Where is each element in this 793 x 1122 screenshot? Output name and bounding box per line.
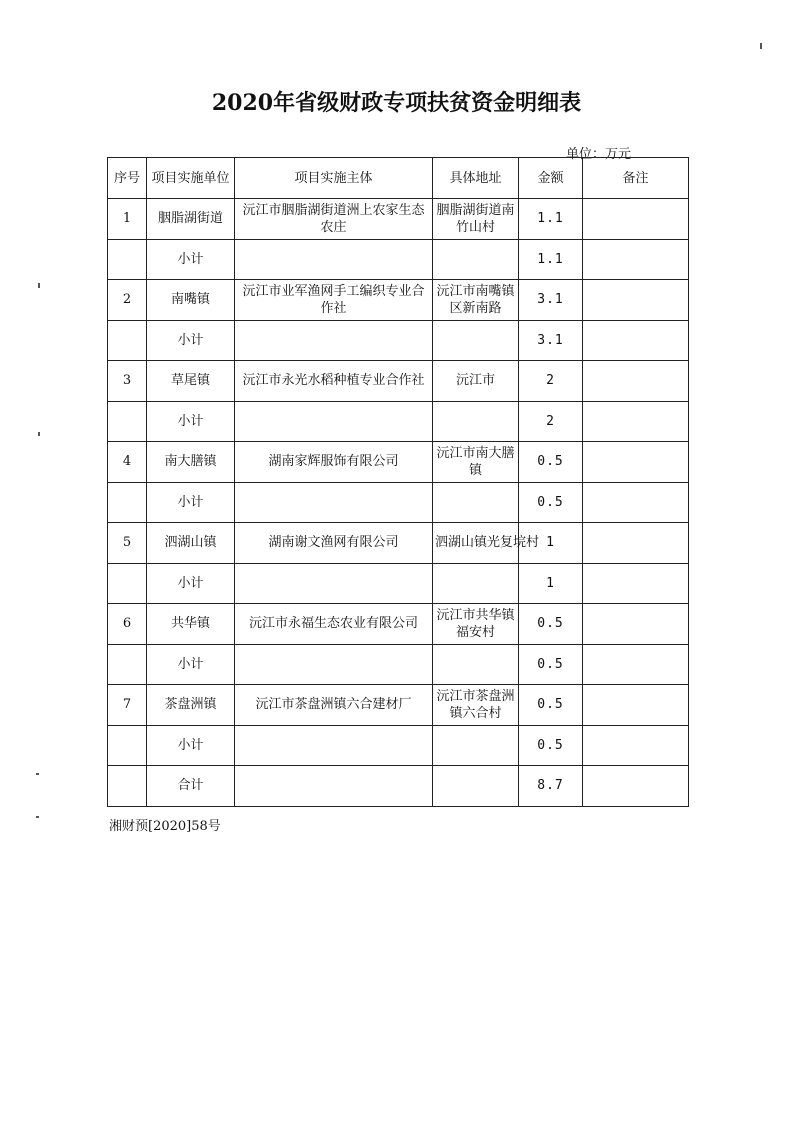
seq-cell: 3 — [108, 361, 147, 402]
unit-cell: 小计 — [147, 239, 235, 280]
note-cell — [583, 442, 689, 483]
seq-cell: 4 — [108, 442, 147, 483]
seq-cell — [108, 482, 147, 523]
subject-cell — [235, 563, 433, 604]
subject-cell — [235, 401, 433, 442]
note-cell — [583, 604, 689, 645]
subject-cell — [235, 766, 433, 807]
address-cell: 沅江市南大膳镇 — [433, 442, 519, 483]
table-row — [108, 523, 689, 564]
subject-cell: 沅江市胭脂湖街道洲上农家生态农庄 — [235, 199, 433, 240]
scan-mark — [760, 43, 762, 49]
amount-cell: 2 — [519, 401, 583, 442]
address-cell — [433, 725, 519, 766]
address-cell — [433, 563, 519, 604]
address-cell: 沅江市 — [433, 361, 519, 402]
amount-cell: 1 — [519, 523, 583, 564]
subject-cell — [235, 239, 433, 280]
address-cell: 沅江市南嘴镇区新南路 — [433, 280, 519, 321]
amount-cell: 0.5 — [519, 482, 583, 523]
note-cell — [583, 199, 689, 240]
unit-cell: 小计 — [147, 563, 235, 604]
subject-cell — [235, 320, 433, 361]
address-cell — [433, 401, 519, 442]
note-cell — [583, 685, 689, 726]
total-row — [108, 766, 689, 807]
subject-cell: 沅江市茶盘洲镇六合建材厂 — [235, 685, 433, 726]
subject-cell: 湖南家辉服饰有限公司 — [235, 442, 433, 483]
amount-cell: 1.1 — [519, 239, 583, 280]
page-title: 2020年省级财政专项扶贫资金明细表 — [211, 90, 582, 116]
note-cell — [583, 523, 689, 564]
seq-cell: 1 — [108, 199, 147, 240]
seq-cell — [108, 766, 147, 807]
address-cell — [433, 766, 519, 807]
subject-cell: 沅江市永光水稻种植专业合作社 — [235, 361, 433, 402]
address-cell: 沅江市共华镇福安村 — [433, 604, 519, 645]
table-row — [108, 239, 689, 280]
unit-cell: 小计 — [147, 401, 235, 442]
amount-cell: 3.1 — [519, 320, 583, 361]
scan-mark — [36, 773, 39, 775]
note-cell — [583, 563, 689, 604]
note-cell — [583, 766, 689, 807]
unit-cell: 南嘴镇 — [147, 280, 235, 321]
seq-cell: 2 — [108, 280, 147, 321]
unit-cell: 胭脂湖街道 — [147, 199, 235, 240]
seq-cell — [108, 725, 147, 766]
seq-cell — [108, 239, 147, 280]
subject-cell: 沅江市业军渔网手工编织专业合作社 — [235, 280, 433, 321]
header-unit: 项目实施单位 — [147, 158, 235, 199]
table-row — [108, 482, 689, 523]
seq-cell — [108, 320, 147, 361]
unit-cell: 小计 — [147, 644, 235, 685]
table-row — [108, 604, 689, 645]
note-cell — [583, 361, 689, 402]
note-cell — [583, 644, 689, 685]
address-cell — [433, 644, 519, 685]
note-cell — [583, 239, 689, 280]
table-row — [108, 320, 689, 361]
header-seq: 序号 — [108, 158, 147, 199]
address-cell — [433, 239, 519, 280]
unit-cell: 小计 — [147, 725, 235, 766]
table-row — [108, 685, 689, 726]
note-cell — [583, 280, 689, 321]
seq-cell — [108, 401, 147, 442]
seq-cell: 5 — [108, 523, 147, 564]
unit-cell: 草尾镇 — [147, 361, 235, 402]
amount-cell: 8.7 — [519, 766, 583, 807]
address-cell — [433, 482, 519, 523]
header-amount: 金额 — [519, 158, 583, 199]
subject-cell — [235, 725, 433, 766]
table-row — [108, 725, 689, 766]
note-cell — [583, 482, 689, 523]
table-row — [108, 401, 689, 442]
table-row — [108, 361, 689, 402]
header-note: 备注 — [583, 158, 689, 199]
unit-cell: 小计 — [147, 320, 235, 361]
address-cell: 沅江市茶盘洲镇六合村 — [433, 685, 519, 726]
fund-detail-table — [107, 157, 689, 807]
table-row — [108, 280, 689, 321]
table-row — [108, 199, 689, 240]
unit-cell: 共华镇 — [147, 604, 235, 645]
table-row — [108, 563, 689, 604]
subject-cell: 沅江市永福生态农业有限公司 — [235, 604, 433, 645]
amount-cell: 0.5 — [519, 685, 583, 726]
seq-cell: 7 — [108, 685, 147, 726]
scan-mark — [36, 816, 39, 818]
amount-cell: 2 — [519, 361, 583, 402]
document-number: 湘财预[2020]58号 — [109, 819, 221, 834]
header-subject: 项目实施主体 — [235, 158, 433, 199]
amount-cell: 1.1 — [519, 199, 583, 240]
amount-cell: 1 — [519, 563, 583, 604]
table-row — [108, 442, 689, 483]
amount-cell: 3.1 — [519, 280, 583, 321]
unit-cell: 南大膳镇 — [147, 442, 235, 483]
table-header-row — [108, 158, 689, 199]
amount-cell: 0.5 — [519, 644, 583, 685]
seq-cell — [108, 563, 147, 604]
address-cell: 泗湖山镇光复垸村 — [433, 523, 519, 564]
note-cell — [583, 320, 689, 361]
header-address: 具体地址 — [433, 158, 519, 199]
seq-cell — [108, 644, 147, 685]
subject-cell — [235, 482, 433, 523]
note-cell — [583, 401, 689, 442]
subject-cell: 湖南谢文渔网有限公司 — [235, 523, 433, 564]
subject-cell — [235, 644, 433, 685]
scan-mark — [38, 283, 40, 288]
unit-label: 单位：万元 — [566, 147, 632, 162]
unit-cell: 泗湖山镇 — [147, 523, 235, 564]
address-cell: 胭脂湖街道南竹山村 — [433, 199, 519, 240]
seq-cell: 6 — [108, 604, 147, 645]
table-row — [108, 644, 689, 685]
unit-cell: 茶盘洲镇 — [147, 685, 235, 726]
note-cell — [583, 725, 689, 766]
unit-cell: 小计 — [147, 482, 235, 523]
amount-cell: 0.5 — [519, 442, 583, 483]
amount-cell: 0.5 — [519, 604, 583, 645]
amount-cell: 0.5 — [519, 725, 583, 766]
unit-cell: 合计 — [147, 766, 235, 807]
scan-mark — [38, 432, 40, 436]
address-cell — [433, 320, 519, 361]
